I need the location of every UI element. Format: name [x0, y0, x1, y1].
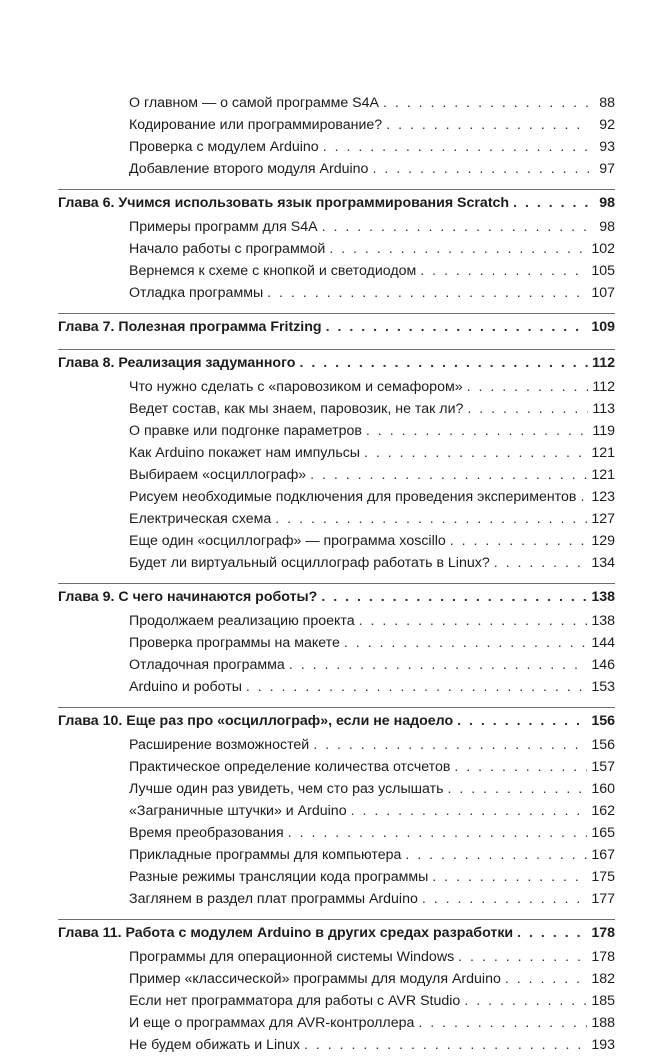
page-number: 107: [591, 285, 615, 301]
page-number: 119: [592, 423, 615, 439]
page-number: 102: [591, 241, 615, 257]
dot-leader: [329, 241, 587, 257]
dot-leader: [299, 355, 588, 371]
entry-title: Время преобразования: [129, 825, 284, 841]
section-entry: [129, 1015, 615, 1037]
chapter-entry: [58, 319, 615, 341]
page-number: 165: [591, 825, 615, 841]
entry-title: Разные режимы трансляции кода программы: [129, 869, 429, 885]
chapter-entry: [58, 589, 615, 611]
entry-title: Не будем обижать и Linux: [129, 1037, 301, 1053]
entry-title: Если нет программатора для работы с AVR Studio: [129, 993, 461, 1009]
dot-leader: [454, 759, 587, 775]
chapter-divider: [58, 189, 615, 190]
dot-leader: [457, 713, 587, 729]
page-number: 182: [591, 971, 615, 987]
entry-title: Что нужно сделать с «паровозиком и семафором»: [129, 379, 463, 395]
entry-title: Как Arduino покажет нам импульсы: [129, 445, 361, 461]
section-entry: [129, 263, 615, 285]
page-number: 98: [599, 195, 615, 211]
entry-title: Глава 10. Еще раз про «осциллограф», если не надоело: [58, 713, 454, 729]
section-entry: [129, 445, 615, 467]
dot-leader: [450, 533, 588, 549]
page-number: 178: [591, 925, 615, 941]
entry-title: Добавление второго модуля Arduino: [129, 161, 369, 177]
section-entry: [129, 95, 615, 117]
section-entry: [129, 533, 615, 555]
page-number: 156: [591, 713, 615, 729]
section-entry: [129, 949, 615, 971]
entry-title: Отладочная программа: [129, 657, 285, 673]
section-entry: [129, 379, 615, 401]
entry-title: Заглянем в раздел плат программы Arduino: [129, 891, 418, 907]
dot-leader: [372, 161, 589, 177]
section-entry: [129, 971, 615, 993]
dot-leader: [323, 139, 589, 155]
dot-leader: [467, 379, 589, 395]
section-entry: [129, 489, 615, 511]
entry-title: Глава 7. Полезная программа Fritzing: [58, 319, 322, 335]
page-number: 127: [591, 511, 615, 527]
page-number: 88: [599, 95, 615, 111]
entry-title: Ведет состав, как мы знаем, паровозик, не так ли?: [129, 401, 464, 417]
section-entry: [129, 401, 615, 423]
entry-title: «Заграничные штучки» и Arduino: [129, 803, 347, 819]
dot-leader: [467, 401, 588, 417]
dot-leader: [304, 1037, 587, 1053]
dot-leader: [267, 285, 587, 301]
section-entry: [129, 285, 615, 307]
dot-leader: [313, 737, 587, 753]
dot-leader: [275, 511, 587, 527]
entry-title: И еще о программах для AVR-контроллера: [129, 1015, 415, 1031]
dot-leader: [383, 95, 589, 111]
dot-leader: [326, 319, 588, 335]
entry-title: Електрическая схема: [129, 511, 272, 527]
entry-title: Рисуем необходимые подключения для проведения экспериментов: [129, 489, 577, 505]
entry-title: Еще один «осциллограф» — программа xoscillo: [129, 533, 446, 549]
section-entry: [129, 117, 615, 139]
page-number: 185: [591, 993, 615, 1009]
entry-title: Кодирование или программирование?: [129, 117, 383, 133]
entry-title: Прикладные программы для компьютера: [129, 847, 402, 863]
page-number: 121: [591, 467, 615, 483]
page-number: 156: [591, 737, 615, 753]
dot-leader: [322, 219, 589, 235]
entry-title: Отладка программы: [129, 285, 264, 301]
dot-leader: [310, 467, 587, 483]
section-entry: [129, 555, 615, 577]
entry-title: Глава 11. Работа с модулем Arduino в других средах разработки: [58, 925, 514, 941]
page-number: 177: [591, 891, 615, 907]
page-number: 92: [599, 117, 615, 133]
entry-title: Практическое определение количества отсчетов: [129, 759, 451, 775]
dot-leader: [505, 971, 587, 987]
section-entry: [129, 613, 615, 635]
page-number: 138: [591, 613, 615, 629]
entry-title: Продолжаем реализацию проекта: [129, 613, 355, 629]
entry-title: Примеры программ для S4A: [129, 219, 318, 235]
section-entry: [129, 219, 615, 241]
dot-leader: [405, 847, 587, 863]
dot-leader: [432, 869, 587, 885]
page-number: 160: [591, 781, 615, 797]
section-entry: [129, 241, 615, 263]
section-entry: [129, 635, 615, 657]
dot-leader: [366, 423, 588, 439]
entry-title: О главном — о самой программе S4A: [129, 95, 379, 111]
dot-leader: [386, 117, 589, 133]
section-entry: [129, 657, 615, 679]
entry-title: Расширение возможностей: [129, 737, 310, 753]
page-number: 121: [591, 445, 615, 461]
dot-leader: [420, 263, 587, 279]
chapter-entry: [58, 195, 615, 217]
chapter-divider: [58, 583, 615, 584]
dot-leader: [321, 589, 587, 605]
page-number: 138: [591, 589, 615, 605]
page-number: 97: [599, 161, 615, 177]
chapter-divider: [58, 313, 615, 314]
page-number: 134: [591, 555, 615, 571]
entry-title: Лучше один раз увидеть, чем сто раз услышать: [129, 781, 444, 797]
page-number: 146: [591, 657, 615, 673]
chapter-entry: [58, 713, 615, 735]
entry-title: Выбираем «осциллограф»: [129, 467, 307, 483]
dot-leader: [344, 635, 587, 651]
section-entry: [129, 423, 615, 445]
section-entry: [129, 161, 615, 183]
dot-leader: [458, 949, 587, 965]
page-number: 98: [599, 219, 615, 235]
dot-leader: [418, 1015, 587, 1031]
entry-title: Вернемся к схеме с кнопкой и светодиодом: [129, 263, 417, 279]
dot-leader: [288, 825, 588, 841]
section-entry: [129, 759, 615, 781]
page-number: 129: [591, 533, 615, 549]
entry-title: Глава 9. С чего начинаются роботы?: [58, 589, 318, 605]
dot-leader: [246, 679, 587, 695]
section-entry: [129, 891, 615, 913]
dot-leader: [364, 445, 587, 461]
section-entry: [129, 1037, 615, 1059]
page-number: 144: [591, 635, 615, 651]
page-number: 193: [591, 1037, 615, 1053]
section-entry: [129, 847, 615, 869]
page-number: 112: [592, 379, 615, 395]
chapter-divider: [58, 919, 615, 920]
entry-title: Проверка программы на макете: [129, 635, 340, 651]
entry-title: Глава 8. Реализация задуманного: [58, 355, 296, 371]
page-number: 123: [591, 489, 615, 505]
section-entry: [129, 467, 615, 489]
section-entry: [129, 139, 615, 161]
dot-leader: [464, 993, 587, 1009]
chapter-entry: [58, 925, 615, 947]
page-number: 112: [592, 355, 615, 371]
section-entry: [129, 803, 615, 825]
entry-title: Пример «классической» программы для модуля Arduino: [129, 971, 501, 987]
chapter-divider: [58, 349, 615, 350]
entry-title: Проверка с модулем Arduino: [129, 139, 319, 155]
dot-leader: [494, 555, 588, 571]
section-entry: [129, 869, 615, 891]
dot-leader: [289, 657, 588, 673]
page-number: 157: [591, 759, 615, 775]
entry-title: Начало работы с программой: [129, 241, 326, 257]
entry-title: Программы для операционной системы Windows: [129, 949, 455, 965]
section-entry: [129, 511, 615, 533]
chapter-entry: [58, 355, 615, 377]
page-number: 113: [592, 401, 615, 417]
section-entry: [129, 993, 615, 1015]
entry-title: Глава 6. Учимся использовать язык программирования Scratch: [58, 195, 510, 211]
dot-leader: [359, 613, 588, 629]
entry-title: О правке или подгонке параметров: [129, 423, 362, 439]
dot-leader: [448, 781, 588, 797]
dot-leader: [351, 803, 588, 819]
page-number: 162: [591, 803, 615, 819]
entry-title: Arduino и роботы: [129, 679, 242, 695]
dot-leader: [517, 925, 587, 941]
page-number: 175: [591, 869, 615, 885]
section-entry: [129, 825, 615, 847]
page-number: 105: [591, 263, 615, 279]
page-number: 178: [591, 949, 615, 965]
page-number: 188: [591, 1015, 615, 1031]
page-number: 109: [591, 319, 615, 335]
page-number: 153: [591, 679, 615, 695]
section-entry: [129, 679, 615, 701]
section-entry: [129, 737, 615, 759]
dot-leader: [422, 891, 587, 907]
entry-title: Будет ли виртуальный осциллограф работать в Linux?: [129, 555, 490, 571]
section-entry: [129, 781, 615, 803]
dot-leader: [513, 195, 589, 211]
dot-leader: [580, 489, 587, 505]
chapter-divider: [58, 707, 615, 708]
page-number: 93: [599, 139, 615, 155]
page-number: 167: [591, 847, 615, 863]
